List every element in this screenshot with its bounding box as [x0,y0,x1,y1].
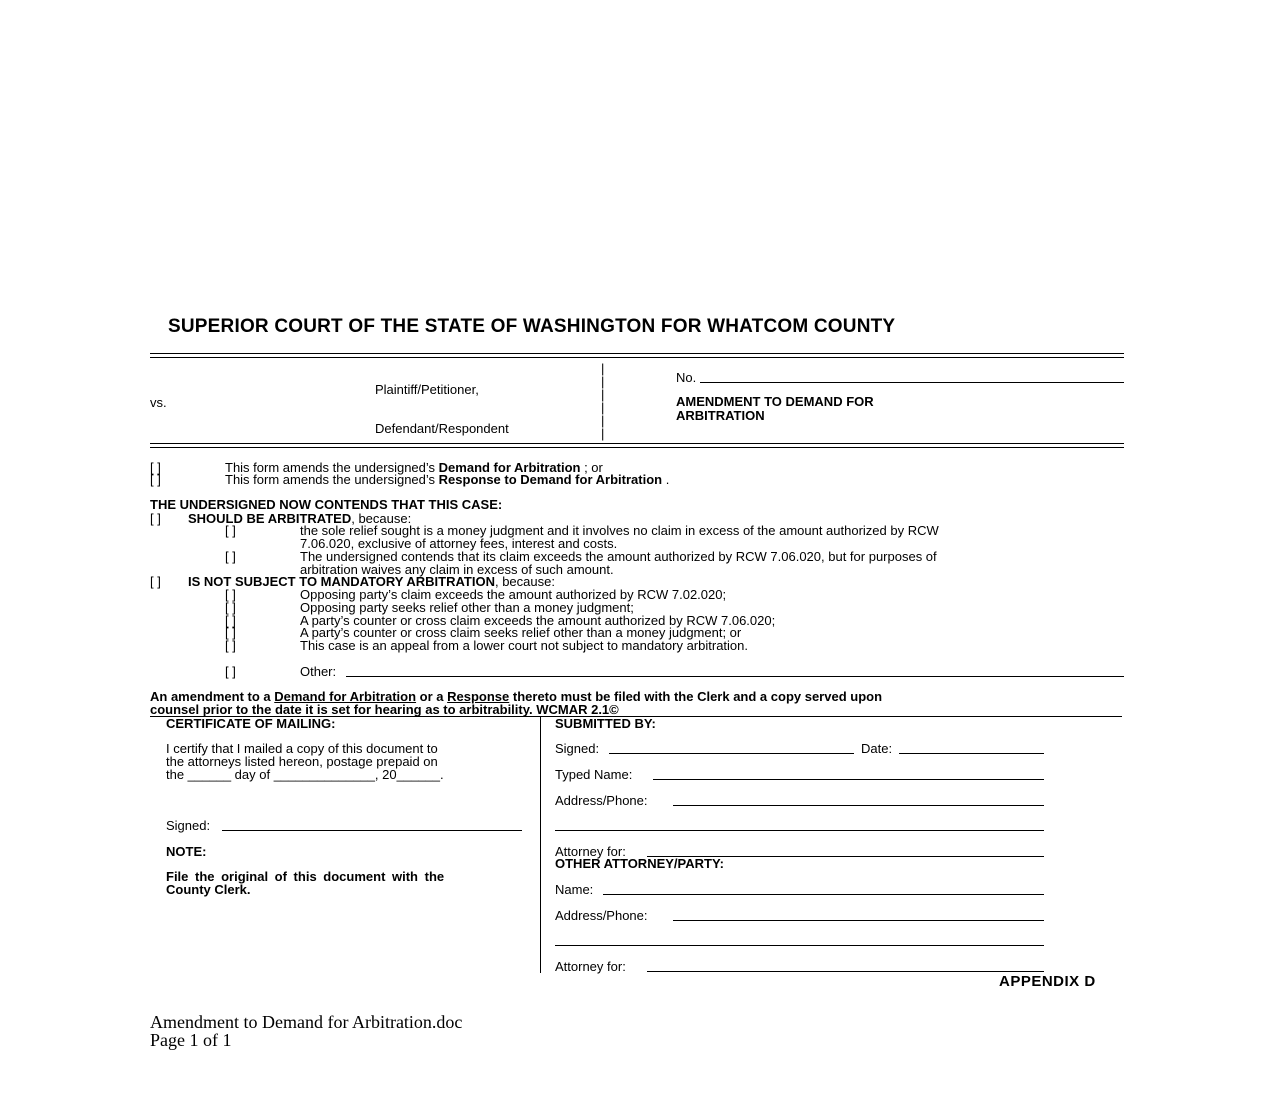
contends-heading: THE UNDERSIGNED NOW CONTENDS THAT THIS CASE: [150,497,503,512]
doc-title-line2: ARBITRATION [676,408,765,423]
caption-bottom-rule [150,443,1124,444]
not-subject-text: IS NOT SUBJECT TO MANDATORY ARBITRATION, because: [188,574,555,589]
submitted-date-label: Date: [861,741,893,756]
certificate-heading: CERTIFICATE OF MAILING: [166,716,336,731]
note-line1: File the original of this document with the [166,869,445,884]
court-title: SUPERIOR COURT OF THE STATE OF WASHINGTON FOR WHATCOM COUNTY [168,316,896,337]
certificate-line1: I certify that I mailed a copy of this document to [166,741,438,756]
not-subject-reason-checkbox[interactable]: [ ] [225,613,236,628]
other-reason-checkbox[interactable]: [ ] [225,664,236,679]
typed-name-field[interactable] [653,779,1044,780]
submitted-heading: SUBMITTED BY: [555,716,656,731]
vs-label: vs. [150,395,167,410]
column-divider [540,717,541,973]
caption-top-rule-2 [150,357,1124,358]
submitted-address-field-2[interactable] [555,830,1044,831]
submitted-signature-field[interactable] [609,753,854,754]
reason-sole-relief-checkbox[interactable]: [ ] [225,523,236,538]
amend-response-checkbox[interactable]: [ ] [150,472,161,487]
case-number-field[interactable] [700,382,1124,383]
doc-title-line1: AMENDMENT TO DEMAND FOR [676,394,874,409]
other-name-field[interactable] [603,894,1044,895]
note-line2: County Clerk. [166,882,251,897]
not-subject-reason-text: Opposing party’s claim exceeds the amount authorized by RCW 7.02.020; [300,587,727,602]
amend-demand-checkbox[interactable]: [ ] [150,460,161,475]
reason-waives-line1: The undersigned contends that its claim exceeds the amount authorized by RCW 7.06.020, but for purposes of [300,549,937,564]
not-subject-reason-checkbox[interactable]: [ ] [225,638,236,653]
caption-divider: | | | | | | [601,361,605,441]
other-attorney-label: Attorney for: [555,959,626,974]
should-arbitrate-text: SHOULD BE ARBITRATED, because: [188,511,412,526]
certificate-line3: the ______ day of ______________, 20______. [166,767,444,782]
reason-waives-checkbox[interactable]: [ ] [225,549,236,564]
not-subject-reason-text: A party’s counter or cross claim exceeds the amount authorized by RCW 7.06.020; [300,613,776,628]
reason-waives-line2: arbitration waives any claim in excess of such amount. [300,562,614,577]
appendix-label: APPENDIX D [999,973,1096,990]
submitted-address-field[interactable] [673,805,1044,806]
not-subject-reason-checkbox[interactable]: [ ] [225,600,236,615]
not-subject-reason-checkbox[interactable]: [ ] [225,625,236,640]
other-reason-field[interactable] [346,676,1124,677]
other-party-heading: OTHER ATTORNEY/PARTY: [555,856,724,871]
amend-demand-text: This form amends the undersigned’s Demand for Arbitration ; or [225,460,603,475]
not-subject-reason-text: This case is an appeal from a lower court not subject to mandatory arbitration. [300,638,748,653]
case-number-label: No. [676,370,697,385]
other-reason-label: Other: [300,664,337,679]
submitted-address-label: Address/Phone: [555,793,648,808]
reason-sole-relief-line1: the sole relief sought is a money judgment and it involves no claim in excess of the amount authorized by RCW [300,523,939,538]
other-address-label: Address/Phone: [555,908,648,923]
should-arbitrate-checkbox[interactable]: [ ] [150,511,161,526]
not-subject-checkbox[interactable]: [ ] [150,574,161,589]
not-subject-reason-text: A party’s counter or cross claim seeks relief other than a money judgment; or [300,625,742,640]
filing-notice-line1: An amendment to a Demand for Arbitration or a Response thereto must be filed with the Clerk and a copy served upon [150,689,883,704]
defendant-label: Defendant/Respondent [375,421,509,436]
plaintiff-label: Plaintiff/Petitioner, [375,382,479,397]
certificate-line2: the attorneys listed hereon, postage prepaid on [166,754,438,769]
submitted-signed-label: Signed: [555,741,600,756]
footer-filename: Amendment to Demand for Arbitration.doc [150,1012,463,1032]
certificate-signed-label: Signed: [166,818,211,833]
submitted-attorney-label: Attorney for: [555,844,626,859]
other-attorney-field[interactable] [647,971,1044,972]
not-subject-reason-checkbox[interactable]: [ ] [225,587,236,602]
amend-response-text: This form amends the undersigned’s Response to Demand for Arbitration . [225,472,670,487]
not-subject-reason-text: Opposing party seeks relief other than a money judgment; [300,600,634,615]
other-address-field[interactable] [673,920,1044,921]
other-address-field-2[interactable] [555,945,1044,946]
reason-sole-relief-line2: 7.06.020, exclusive of attorney fees, interest and costs. [300,536,618,551]
typed-name-label: Typed Name: [555,767,633,782]
filing-notice-line2: counsel prior to the date it is set for hearing as to arbitrability. WCMAR 2.1© [150,702,619,717]
certificate-signature-field[interactable] [222,830,522,831]
footer-page-number: Page 1 of 1 [150,1030,232,1050]
caption-bottom-rule-2 [150,447,1124,448]
other-name-label: Name: [555,882,594,897]
caption-top-rule [150,353,1124,354]
submitted-date-field[interactable] [899,753,1044,754]
note-heading: NOTE: [166,844,207,859]
